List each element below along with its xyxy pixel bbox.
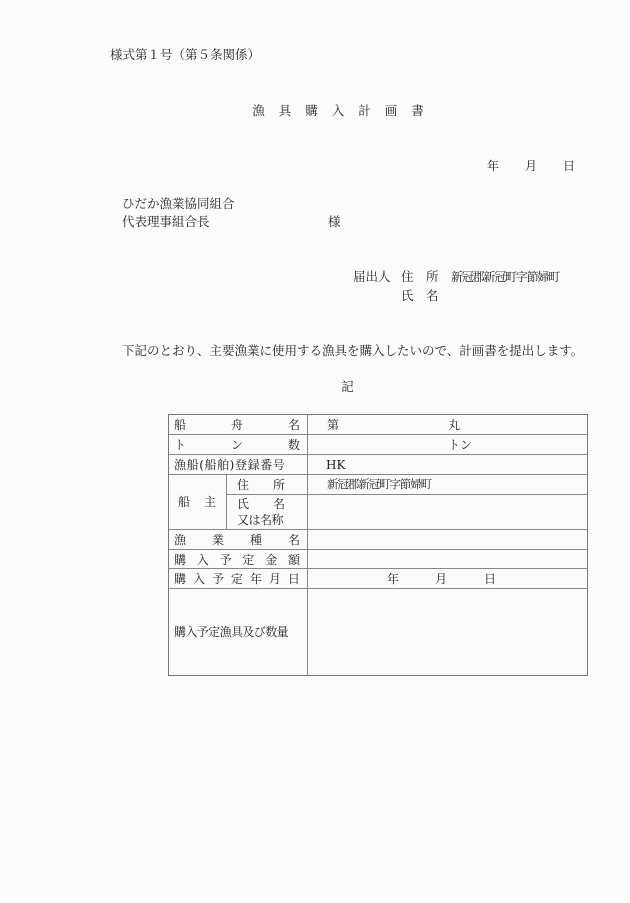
planned-date-label [174,573,300,585]
label-char: 定 [230,572,243,586]
label-char: 月 [268,572,281,586]
vessel-name-suffix: 丸 [448,418,461,432]
intro-paragraph: 下記のとおり、主要漁業に使用する漁具を購入したいので、計画書を提出します。 [122,343,584,358]
row-divider [169,568,587,569]
form-number: 様式第１号（第５条関係） [110,47,261,62]
label-char: 日 [287,572,300,586]
label-char: 額 [287,553,300,567]
row-divider [169,474,587,475]
fishery-type-label [174,534,300,546]
label-char: ト [174,438,187,452]
submission-date [487,160,575,172]
row-divider [169,529,587,530]
label-char: 購 [174,553,187,567]
label-char: 舟 [230,418,243,432]
date-month-label: 月 [525,159,538,173]
owner-name-input[interactable] [311,497,583,527]
owner-address-label: 住 所 [237,478,286,492]
applicant-label: 届出人 [353,269,391,284]
planned-amount-input[interactable] [311,551,583,567]
tonnage-input[interactable] [311,437,443,453]
vessel-name-prefix: 第 [327,418,340,432]
label-char: 漁 [174,533,187,547]
vessel-name-input[interactable] [341,417,441,433]
owner-address-value[interactable]: 新冠郡新冠町字節婦町 [327,477,431,491]
addressee-honorific: 様 [328,214,341,229]
label-char: 入 [192,572,205,586]
label-char: 金 [265,553,278,567]
planned-date-month: 月 [435,572,448,586]
label-char: 名 [287,533,300,547]
planned-amount-label [174,554,300,566]
date-year-label: 年 [487,159,500,173]
row-divider [169,434,587,435]
addressee-title: 代表理事組合長 [122,214,210,229]
tonnage-unit: トン [448,438,473,452]
fishery-type-input[interactable] [311,531,583,547]
label-char: 購 [174,572,187,586]
owner-inner-divider [226,474,227,529]
label-char: 種 [249,533,262,547]
label-char: 定 [242,553,255,567]
owner-row-divider [226,494,587,495]
registration-label: 漁船(船舶)登録番号 [174,458,286,472]
label-char: 予 [211,572,224,586]
label-char: 名 [287,418,300,432]
label-char: ン [230,438,243,452]
applicant-name-label: 氏 名 [401,288,439,303]
owner-name-label: 氏 名 [237,497,286,511]
row-divider [169,588,587,589]
planned-gear-input[interactable] [311,593,583,673]
registration-value[interactable]: HK [326,458,346,472]
label-char: 年 [249,572,262,586]
label-char: 数 [287,438,300,452]
label-char: 入 [196,553,209,567]
label-char: 船 [174,418,187,432]
applicant-address-value[interactable]: 新冠郡新冠町字節婦町 [451,270,560,284]
row-divider [169,549,587,550]
document-title: 漁具購入計画書 [252,103,438,118]
vessel-name-label [174,419,300,431]
label-char: 業 [211,533,224,547]
owner-label: 船 主 [178,495,218,509]
addressee-organization: ひだか漁業協同組合 [122,196,235,211]
planned-date-day: 日 [484,572,497,586]
label-char: 予 [219,553,232,567]
owner-name-sublabel: 又は名称 [237,513,284,527]
applicant-address-label: 住 所 [401,269,439,284]
plan-table [168,414,588,676]
ki-heading: 記 [341,379,354,394]
row-divider [169,454,587,455]
tonnage-label [174,439,300,451]
planned-gear-label: 購入予定漁具及び数量 [174,625,289,639]
date-day-label: 日 [563,159,576,173]
planned-date-year: 年 [387,572,400,586]
